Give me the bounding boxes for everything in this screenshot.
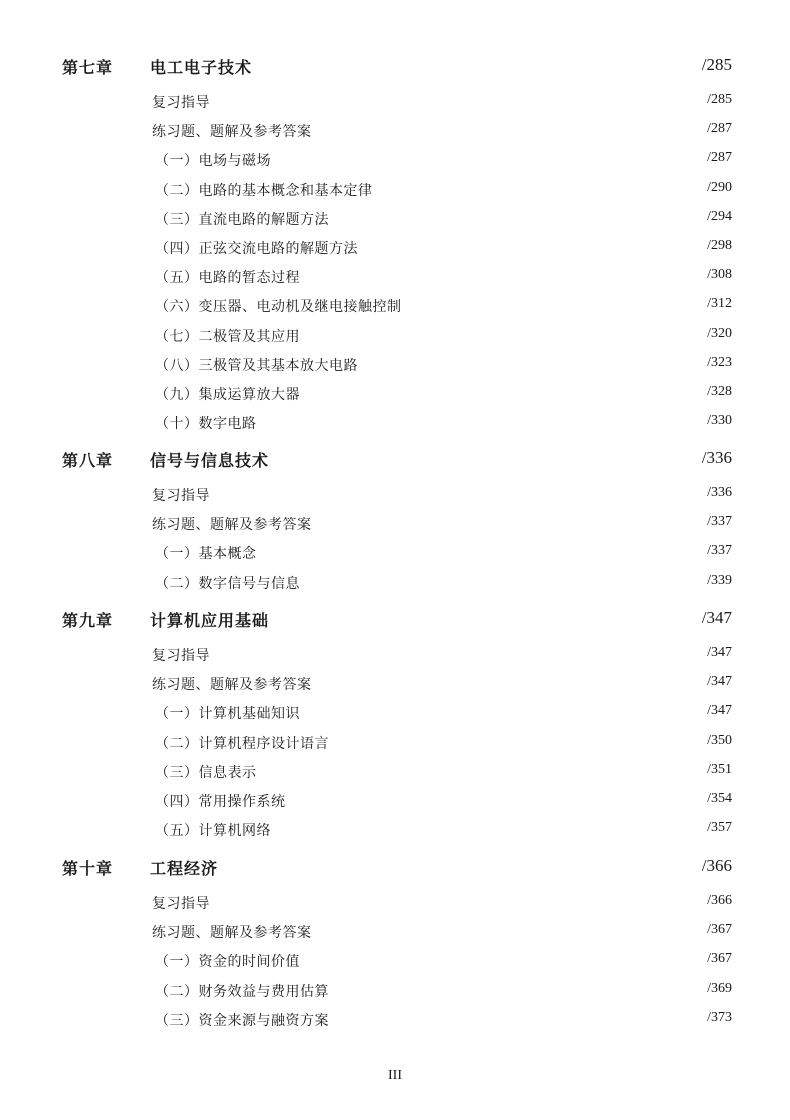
- entry-label: （二）计算机程序设计语言: [155, 735, 329, 752]
- entry-page-number: /369: [707, 980, 732, 996]
- toc-section-entry: [0, 116, 790, 145]
- toc-section-entry: [0, 640, 790, 669]
- chapter-title: 计算机应用基础: [150, 611, 270, 630]
- entry-page-number: /287: [707, 150, 732, 166]
- entry-page-number: /347: [707, 703, 732, 719]
- entry-label: 练习题、题解及参考答案: [152, 124, 312, 141]
- entry-label: 练习题、题解及参考答案: [152, 677, 312, 694]
- entry-page-number: /337: [707, 514, 732, 530]
- entry-label: （五）计算机网络: [155, 823, 271, 840]
- entry-label: （九）集成运算放大器: [155, 386, 300, 403]
- entry-page-number: /337: [707, 543, 732, 559]
- toc-subsection-entry: [0, 757, 790, 786]
- chapter-10: [0, 848, 790, 1034]
- entry-label: （三）信息表示: [155, 764, 257, 781]
- entry-page-number: /354: [707, 790, 732, 806]
- entry-page-number: /308: [707, 267, 732, 283]
- chapter-heading: [0, 47, 790, 87]
- entry-page-number: /287: [707, 121, 732, 137]
- entry-label: （四）常用操作系统: [155, 793, 286, 810]
- chapter-entries: [0, 640, 790, 844]
- toc-section-entry: [0, 669, 790, 698]
- entry-page-number: /351: [707, 761, 732, 777]
- chapter-7: [0, 47, 790, 437]
- entry-label: （八）三极管及其基本放大电路: [155, 357, 358, 374]
- entry-page-number: /328: [707, 383, 732, 399]
- toc-subsection-entry: [0, 233, 790, 262]
- toc-subsection-entry: [0, 408, 790, 437]
- chapter-number: 第八章: [62, 451, 114, 470]
- toc-section-entry: [0, 87, 790, 116]
- toc-subsection-entry: [0, 946, 790, 975]
- toc-subsection-entry: [0, 786, 790, 815]
- chapter-number: 第七章: [62, 58, 114, 77]
- entry-label: 复习指导: [152, 648, 210, 664]
- toc-subsection-entry: [0, 204, 790, 233]
- entry-page-number: /290: [707, 179, 732, 195]
- chapter-title: 工程经济: [150, 859, 219, 878]
- chapter-page-number: /347: [701, 608, 732, 627]
- chapter-number: 第十章: [62, 859, 114, 878]
- toc-subsection-entry: [0, 815, 790, 844]
- toc-subsection-entry: [0, 538, 790, 567]
- entry-page-number: /347: [707, 645, 732, 660]
- toc-subsection-entry: [0, 379, 790, 408]
- chapter-number: 第九章: [62, 611, 114, 630]
- entry-page-number: /336: [707, 485, 732, 500]
- entry-label: （三）直流电路的解题方法: [155, 211, 329, 228]
- entry-page-number: /294: [707, 208, 732, 224]
- toc-subsection-entry: [0, 321, 790, 350]
- entry-page-number: /373: [707, 1009, 732, 1025]
- entry-label: （六）变压器、电动机及继电接触控制: [155, 299, 402, 316]
- toc-subsection-entry: [0, 291, 790, 320]
- toc-section-entry: [0, 480, 790, 509]
- entry-page-number: /357: [707, 820, 732, 836]
- entry-label: （二）电路的基本概念和基本定律: [155, 182, 373, 199]
- chapter-entries: [0, 888, 790, 1034]
- chapter-heading: [0, 848, 790, 888]
- entry-label: （十）数字电路: [155, 416, 257, 433]
- toc-section-entry: [0, 888, 790, 917]
- entry-label: （一）基本概念: [155, 546, 257, 563]
- chapter-title: 电工电子技术: [150, 58, 253, 77]
- entry-label: （一）计算机基础知识: [155, 706, 300, 723]
- chapter-page-number: /336: [701, 448, 732, 467]
- entry-label: （五）电路的暂态过程: [155, 270, 300, 287]
- entry-label: （四）正弦交流电路的解题方法: [155, 240, 358, 257]
- entry-page-number: /320: [707, 325, 732, 341]
- chapter-9: [0, 600, 790, 844]
- entry-page-number: /298: [707, 237, 732, 253]
- toc-subsection-entry: [0, 262, 790, 291]
- toc-section-entry: [0, 917, 790, 946]
- entry-label: 复习指导: [152, 95, 210, 111]
- chapter-title: 信号与信息技术: [150, 451, 270, 470]
- toc-subsection-entry: [0, 1005, 790, 1034]
- toc-subsection-entry: [0, 698, 790, 727]
- entry-label: 复习指导: [152, 488, 210, 504]
- entry-page-number: /285: [707, 92, 732, 107]
- toc-subsection-entry: [0, 728, 790, 757]
- entry-label: （一）资金的时间价值: [155, 954, 300, 971]
- toc-subsection-entry: [0, 145, 790, 174]
- entry-page-number: /367: [707, 951, 732, 967]
- toc-subsection-entry: [0, 350, 790, 379]
- entry-label: （七）二极管及其应用: [155, 328, 300, 345]
- chapter-heading: [0, 440, 790, 480]
- entry-label: （二）数字信号与信息: [155, 575, 300, 592]
- chapter-page-number: /366: [701, 856, 732, 875]
- chapter-page-number: /285: [701, 55, 732, 74]
- page-folio: III: [388, 1068, 402, 1083]
- entry-page-number: /366: [707, 893, 732, 908]
- entry-page-number: /339: [707, 572, 732, 588]
- toc-subsection-entry: [0, 976, 790, 1005]
- entry-page-number: /367: [707, 922, 732, 938]
- toc-subsection-entry: [0, 175, 790, 204]
- entry-label: 练习题、题解及参考答案: [152, 925, 312, 942]
- entry-page-number: /350: [707, 732, 732, 748]
- chapter-entries: [0, 87, 790, 437]
- entry-label: （三）资金来源与融资方案: [155, 1012, 329, 1029]
- entry-label: 练习题、题解及参考答案: [152, 517, 312, 534]
- entry-label: （一）电场与磁场: [155, 153, 271, 170]
- toc-section-entry: [0, 509, 790, 538]
- chapter-entries: [0, 480, 790, 597]
- entry-page-number: /323: [707, 354, 732, 370]
- toc-subsection-entry: [0, 568, 790, 597]
- chapter-heading: [0, 600, 790, 640]
- entry-page-number: /330: [707, 413, 732, 429]
- chapter-8: [0, 440, 790, 597]
- entry-label: （二）财务效益与费用估算: [155, 983, 329, 1000]
- entry-page-number: /312: [707, 296, 732, 312]
- entry-page-number: /347: [707, 674, 732, 690]
- entry-label: 复习指导: [152, 896, 210, 912]
